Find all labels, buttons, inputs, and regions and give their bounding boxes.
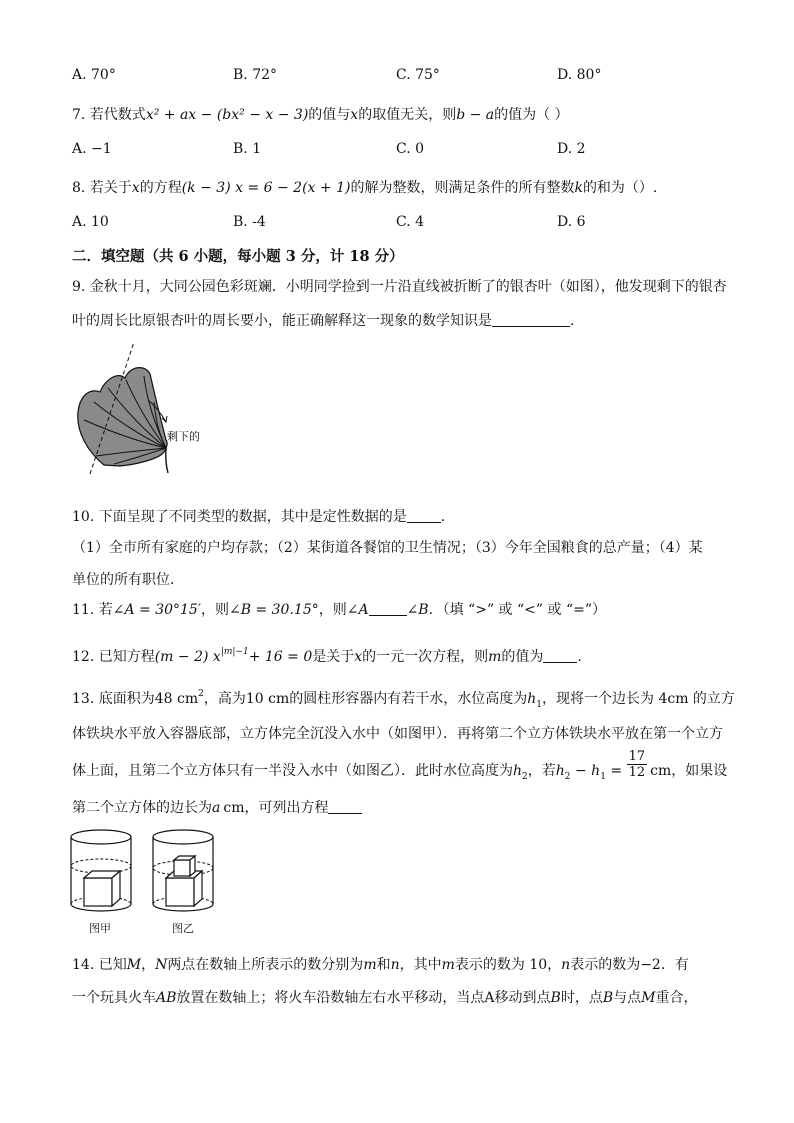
figure-caption-yi: 图乙 (172, 922, 194, 935)
q10-line2: （1）全市所有家庭的户均存款；（2）某街道各餐馆的卫生情况；（3）今年全国粮食的总产量；（4）某 (72, 540, 703, 556)
q6-option-d: D. 80° (557, 67, 602, 83)
q9-line2: 叶的周长比原银杏叶的周长要小，能正确解释这一现象的数学知识是 . (72, 313, 575, 329)
cylinder-figure-jia (68, 828, 134, 914)
fraction: $\frac{17}{12}$ (628, 748, 646, 780)
section-heading: 二．填空题（共 6 小题，每小题 3 分，计 18 分） (72, 248, 404, 265)
answer-blank[interactable] (492, 312, 570, 327)
q8-option-a: A. 10 (72, 214, 109, 230)
q10-line3: 单位的所有职位． (72, 572, 184, 588)
q14-line2: 一个玩具火车AB放置在数轴上；将火车沿数轴左右水平移动，当点A移动到点B时，点B与点M重合， (72, 990, 698, 1006)
q8-option-b: B. -4 (233, 214, 266, 230)
q6-option-b: B. 72° (233, 67, 278, 83)
answer-blank[interactable] (369, 601, 407, 616)
q13-line2: 体铁块水平放入容器底部，立方体完全沉没入水中（如图甲）．再将第二个立方体铁块水平放在第一个立方 (72, 726, 723, 742)
q8-option-d: D. 6 (557, 214, 586, 230)
q14-line1: 14. 已知M，N两点在数轴上所表示的数分别为m和n，其中m表示的数为 10，n表示的数为−2．有 (72, 957, 689, 973)
q11-stem: 11. 若∠A = 30°15′，则∠B = 30.15°，则∠A ∠B．（填 “>” 或 “<” 或 “=”） (72, 602, 606, 618)
q7-stem: 7. 若代数式x² + ax − (bx² − x − 3)的值与x的取值无关，则b − a的值为（ ） (72, 107, 569, 123)
q6-option-c: C. 75° (396, 67, 440, 83)
q13-line4: 第二个立方体的边长为a cm，可列出方程 (72, 797, 362, 817)
q12-stem: 12. 已知方程(m − 2) $x^{|m|-1}+ 16 = 0$是关于x的一元一次方程，则m的值为 . (72, 647, 582, 665)
q9-line1: 9. 金秋十月，大同公园色彩斑斓．小明同学捡到一片沿直线被折断了的银杏叶（如图），他发现剩下的银杏 (72, 279, 727, 295)
answer-blank[interactable] (328, 799, 362, 814)
q8-stem: 8. 若关于x的方程(k − 3) x = 6 − 2(x + 1)的解为整数，则满足条件的所有整数k的和为（）. (72, 180, 658, 196)
q13-line3: 体上面，且第二个立方体只有一半没入水中（如图乙）．此时水位高度为$h_2$，若$h_2 - h_1$ = $\frac{17}{12}$ cm，如果设 (72, 748, 728, 782)
q10-line1: 10. 下面呈现了不同类型的数据，其中是定性数据的是 . (72, 509, 446, 525)
q13-line1: 13. 底面积为48 $cm^2$，高为10 cm的圆柱形容器内有若干水，水位高度为$h_1$，现将一个边长为 4cm 的立方 (72, 689, 735, 710)
figure-caption-jia: 图甲 (89, 922, 111, 935)
figure-label: 剩下的 (167, 430, 200, 443)
q7-option-d: D. 2 (557, 141, 586, 157)
answer-blank[interactable] (407, 508, 441, 523)
ginkgo-leaf-figure (70, 340, 220, 475)
q7-option-b: B. 1 (233, 141, 262, 157)
q7-option-c: C. 0 (396, 141, 425, 157)
q6-option-a: A. 70° (72, 67, 116, 83)
q8-option-c: C. 4 (396, 214, 425, 230)
q7-option-a: A. −1 (72, 141, 112, 157)
answer-blank[interactable] (543, 648, 577, 663)
cylinder-figure-yi (150, 828, 216, 914)
